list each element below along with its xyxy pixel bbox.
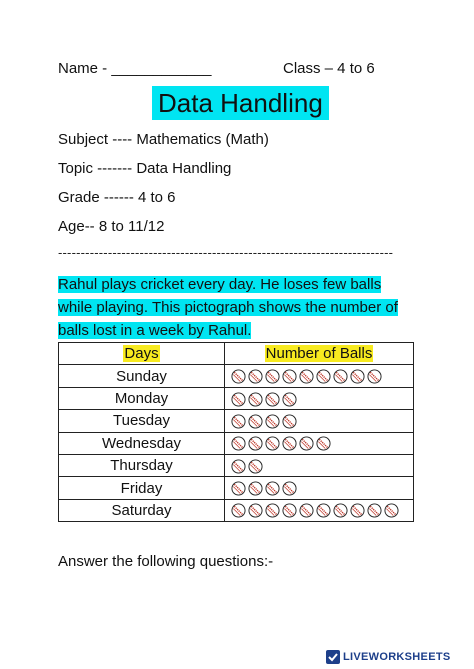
cricket-ball-icon (231, 436, 246, 451)
cricket-ball-icon (265, 503, 280, 518)
cricket-ball-icon (367, 369, 382, 384)
cricket-ball-icon (231, 503, 246, 518)
grade-line: Grade ------ 4 to 6 (58, 189, 176, 206)
day-cell: Saturday (59, 499, 225, 521)
liveworksheets-logo-icon (326, 650, 340, 664)
days-header (59, 343, 225, 365)
day-cell: Tuesday (59, 410, 225, 432)
cricket-ball-icon (265, 392, 280, 407)
cricket-ball-icon (231, 414, 246, 429)
cricket-ball-icon (231, 459, 246, 474)
cricket-ball-icon (384, 503, 399, 518)
cricket-ball-icon (282, 414, 297, 429)
footer-brand-text: LIVEWORKSHEETS (343, 651, 451, 663)
intro-paragraph (58, 273, 428, 342)
day-cell: Wednesday (59, 432, 225, 454)
cricket-ball-icon (333, 369, 348, 384)
cricket-ball-icon (248, 503, 263, 518)
balls-header (225, 343, 414, 365)
cricket-ball-icon (299, 503, 314, 518)
cricket-ball-icon (265, 481, 280, 496)
cricket-ball-icon (316, 436, 331, 451)
intro-line-1: Rahul plays cricket every day. He loses few balls (58, 276, 382, 293)
cricket-ball-icon (248, 436, 263, 451)
balls-header-text: Number of Balls (265, 345, 373, 363)
cricket-ball-icon (231, 392, 246, 407)
balls-cell (225, 387, 414, 409)
footer-brand (326, 650, 451, 664)
questions-prompt: Answer the following questions:- (58, 553, 274, 570)
age-line: Age-- 8 to 11/12 (58, 218, 165, 235)
intro-line-2: while playing. This pictograph shows the number of (58, 299, 398, 316)
table-row (59, 432, 414, 454)
table-row (59, 499, 414, 521)
topic-line: Topic ------- Data Handling (58, 160, 232, 177)
pictograph-table (58, 342, 414, 522)
cricket-ball-icon (248, 414, 263, 429)
cricket-ball-icon (282, 392, 297, 407)
balls-cell (225, 432, 414, 454)
cricket-ball-icon (265, 369, 280, 384)
cricket-ball-icon (299, 436, 314, 451)
cricket-ball-icon (248, 459, 263, 474)
day-cell: Friday (59, 477, 225, 499)
table-row (59, 410, 414, 432)
subject-line: Subject ---- Mathematics (Math) (58, 131, 269, 148)
cricket-ball-icon (265, 414, 280, 429)
cricket-ball-icon (367, 503, 382, 518)
balls-cell (225, 365, 414, 387)
balls-cell (225, 410, 414, 432)
table-row (59, 387, 414, 409)
cricket-ball-icon (248, 369, 263, 384)
class-label: Class – 4 to 6 (283, 60, 375, 77)
balls-cell (225, 499, 414, 521)
cricket-ball-icon (282, 436, 297, 451)
cricket-ball-icon (316, 503, 331, 518)
day-cell: Monday (59, 387, 225, 409)
intro-line-3: balls lost in a week by Rahul. (58, 322, 252, 339)
table-row (59, 454, 414, 476)
cricket-ball-icon (231, 481, 246, 496)
cricket-ball-icon (231, 369, 246, 384)
page-title-text: Data Handling (152, 86, 329, 120)
cricket-ball-icon (265, 436, 280, 451)
balls-cell (225, 454, 414, 476)
cricket-ball-icon (248, 392, 263, 407)
table-header-row (59, 343, 414, 365)
cricket-ball-icon (316, 369, 331, 384)
name-field-label: Name - ____________ (58, 60, 212, 77)
cricket-ball-icon (299, 369, 314, 384)
table-row (59, 365, 414, 387)
cricket-ball-icon (248, 481, 263, 496)
day-cell: Sunday (59, 365, 225, 387)
cricket-ball-icon (350, 369, 365, 384)
days-header-text: Days (124, 345, 159, 363)
cricket-ball-icon (350, 503, 365, 518)
separator-line: -------------------------------------------------------------------------- (58, 245, 394, 260)
page-title (152, 89, 329, 119)
cricket-ball-icon (282, 503, 297, 518)
cricket-ball-icon (282, 481, 297, 496)
balls-cell (225, 477, 414, 499)
day-cell: Thursday (59, 454, 225, 476)
cricket-ball-icon (333, 503, 348, 518)
cricket-ball-icon (282, 369, 297, 384)
table-row (59, 477, 414, 499)
